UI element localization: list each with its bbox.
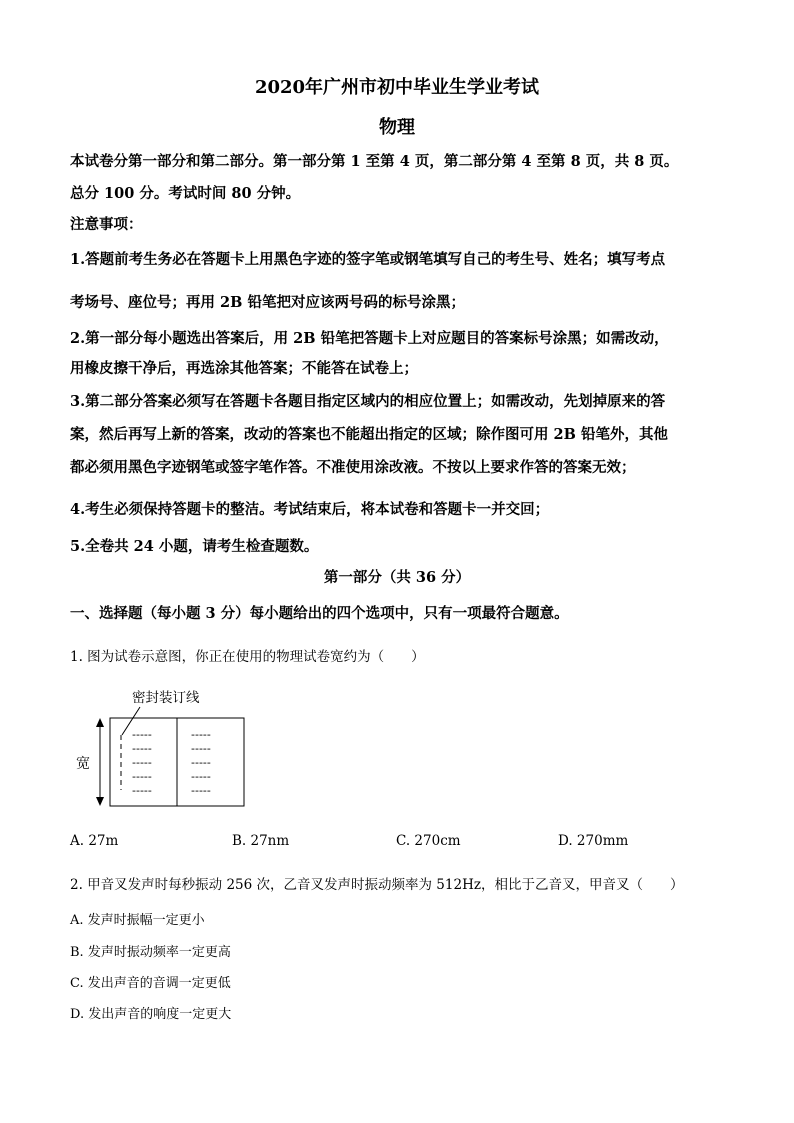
q1-stem: 1. 图为试卷示意图，你正在使用的物理试卷宽约为（ ） xyxy=(70,649,425,665)
exam-title: 2020年广州市初中毕业生学业考试 xyxy=(254,77,540,98)
note-line-7: 都必须用黑色字迹钢笔或签字笔作答。不准使用涂改液。不按以上要求作答的答案无效； xyxy=(70,459,636,476)
intro-line-2: 总分 100 分。考试时间 80 分钟。 xyxy=(70,185,301,202)
figure-right-dashes xyxy=(191,728,211,797)
svg-text:-----: ----- xyxy=(132,784,152,797)
section-heading: 一、选择题（每小题 3 分）每小题给出的四个选项中，只有一项最符合题意。 xyxy=(70,605,569,622)
svg-text:-----: ----- xyxy=(191,770,211,783)
svg-text:-----: ----- xyxy=(132,728,152,741)
svg-text:-----: ----- xyxy=(132,756,152,769)
q1-option-c: C. 270cm xyxy=(396,833,461,849)
q2-option-b: B. 发声时振动频率一定更高 xyxy=(70,945,231,960)
subject-title: 物理 xyxy=(379,117,415,138)
figure-arrow-head-up xyxy=(96,718,104,727)
note-line-1: 1.答题前考生务必在答题卡上用黑色字迹的签字笔或钢笔填写自己的考生号、姓名；填写考点 xyxy=(70,251,666,268)
q2-stem: 2. 甲音叉发声时每秒振动 256 次，乙音叉发声时振动频率为 512Hz，相比于乙音叉，甲音叉（ ） xyxy=(70,877,684,893)
svg-text:-----: ----- xyxy=(132,770,152,783)
q1-option-a: A. 27m xyxy=(70,833,119,849)
note-line-6: 案，然后再写上新的答案，改动的答案也不能超出指定的区域；除作图可用 2B 铅笔外，其他 xyxy=(70,426,668,443)
note-line-5: 3.第二部分答案必须写在答题卡各题目指定区域内的相应位置上；如需改动，先划掉原来的答 xyxy=(70,393,666,410)
svg-text:-----: ----- xyxy=(191,728,211,741)
q1-option-b: B. 27nm xyxy=(232,833,290,849)
notes-heading: 注意事项： xyxy=(70,216,143,233)
exam-paper-figure xyxy=(70,680,260,815)
svg-text:-----: ----- xyxy=(191,784,211,797)
note-line-4: 用橡皮擦干净后，再选涂其他答案；不能答在试卷上； xyxy=(70,360,418,377)
q2-option-a: A. 发声时振幅一定更小 xyxy=(70,913,205,928)
svg-text:-----: ----- xyxy=(132,742,152,755)
intro-line-1: 本试卷分第一部分和第二部分。第一部分第 1 至第 4 页，第二部分第 4 至第 8 页，共 8 页。 xyxy=(70,153,679,170)
q1-option-d: D. 270mm xyxy=(558,833,629,849)
part1-heading: 第一部分（共 36 分） xyxy=(323,569,471,586)
q2-option-d: D. 发出声音的响度一定更大 xyxy=(70,1007,232,1022)
note-line-2: 考场号、座位号；再用 2B 铅笔把对应该两号码的标号涂黑； xyxy=(70,294,465,311)
figure-label-binding-line: 密封装订线 xyxy=(132,690,200,706)
note-line-3: 2.第一部分每小题选出答案后，用 2B 铅笔把答题卡上对应题目的答案标号涂黑；如需改动， xyxy=(70,330,669,347)
svg-text:-----: ----- xyxy=(191,756,211,769)
note-line-8: 4.考生必须保持答题卡的整洁。考试结束后，将本试卷和答题卡一并交回； xyxy=(70,501,550,518)
q2-option-c: C. 发出声音的音调一定更低 xyxy=(70,976,231,991)
figure-arrow-head-down xyxy=(96,797,104,806)
svg-text:-----: ----- xyxy=(191,742,211,755)
figure-left-dashes xyxy=(132,728,152,797)
note-line-9: 5.全卷共 24 小题，请考生检查题数。 xyxy=(70,538,319,555)
figure-label-width: 宽 xyxy=(76,756,90,772)
